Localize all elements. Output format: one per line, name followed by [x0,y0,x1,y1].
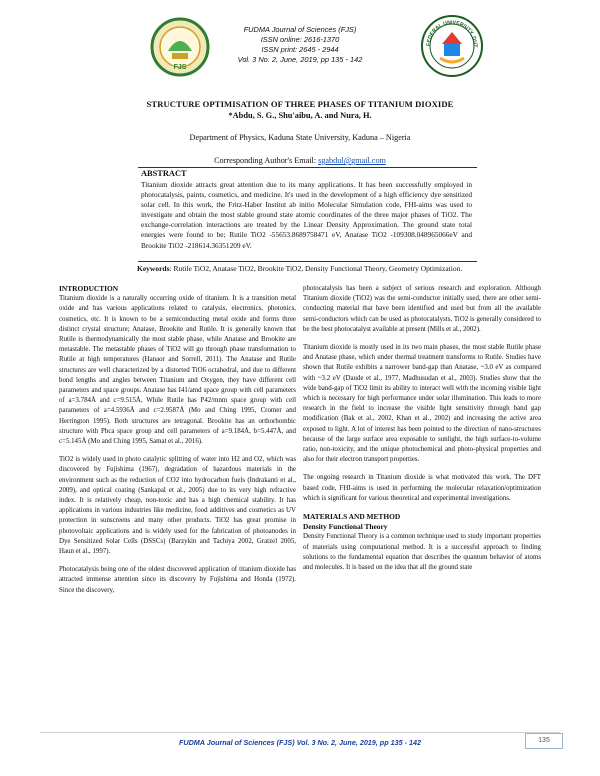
svg-text:FEDERAL UNIVERSITY, DUTSIN-MA: FEDERAL UNIVERSITY, DUT [425,19,479,48]
paragraph: The ongoing research in Titanium dioxide is what motivated this work. The DFT based code, FHI-aims is used in performing the molecular relaxation/optimization which is significant for various theoretical and experimental investigations. [303,474,541,502]
paragraph: Titanium dioxide is a naturally occurring oxide of titanium. It is a transition metal oxide and has various applications related to catalysis, electronics, photonics, cosmetics, etc. It is known to be a semiconducting metal oxide and forms three distinct crystal structure; Anatase, Brookite and Rutile. It is generally known that Rutile is thermodynamically the most stable phase, while Anatase and Brookite are metastable. The metastable phases of TiO2 will go through phase transformation to Rutile at high temperatures (Hanaor and Sorrell, 2011). The Anatase and Rutile structures are well characterized by a distorted TiO6 octahedral, and due to different bond lengths and angles between Titanium and Oxygen, they have different cell parameters and space groups. Anatase has I41/amd space group with cell parameters of a=3.784Å and c=9.515Å, While Rutile has P42/mnm space group with cell parameters of a=4.5936Å and c=2.9587Å (Mo and Ching 1995, Cromer and Herrington 1995). Both structures are tetragonal. Brookite has an orthorhombic structure with Pbca space group and cell parameters of a=9.184Å, b=5.447Å, and c=5.145Å (Mo and Ching 1995, Samat et al., 2016). [59,295,296,446]
footer-citation: FUDMA Journal of Sciences (FJS) Vol. 3 No. 2, June, 2019, pp 135 - 142 [179,738,421,747]
paragraph: Titanium dioxide is mostly used in its two main phases, the most stable Rutile phase and Anatase phase, which under thermal treatment transforms to Rutile. Studies have shown that Rutile exhibits a narrower band-gap than Anatase, ~3.0 eV as compared with ~3.2 eV (Daude et al., 1977, Madhusudan et al., 2003). Studies show that the wide band-gap of TiO2 limit its ability to interact well with the incoming visible light which is necessary for high performance under solar illumination. This leads to more research in the field to increase the visible light sensitivity through band gap modification (Bak et al., 2002, Khan et al., 2002) and increasing the active area exposed to light. A lot of interest has been pointed to the direction of nano-structures because of the large surface area exposable to sunlight, the high surface-to-volume ratio, non-toxicity, and the unique photochemical and photo-physical properties and also for their electron transport properties. [303,344,541,464]
abstract-text: Titanium dioxide attracts great attention due to its many applications. It has been successfully employed in photocatalysis, paints, cosmetics, and medicine. It's used in the development of a high efficiency dye sensitized solar cell. In this work, the Fritz-Haber Institut ab initio Molecular Simulation code, FHI-aims was used to investigate and obtain the most stable ground state atomic coordinates of the three major phases of TiO2. The exchange-correlation interactions are treated by the Linear Density Approximation. The ground state total energies were found to be; Rutile TiO2 -55653.8689758471 eV, Anatase TiO2 -109308.048965066eV and Brookite TiO2 -218614.36351209 eV. [141,180,472,250]
footer-rule [40,732,560,733]
university-seal [420,14,484,78]
left-column [59,284,296,604]
affiliation: Department of Physics, Kaduna State University, Kaduna – Nigeria [189,133,411,142]
corresponding-label: Corresponding Author's Email: [214,156,319,165]
keywords-text: : Rutile TiO2, Anatase TiO2, Brookite TiO2, Density Functional Theory, Geometry Optimization. [169,264,463,273]
email-link[interactable]: sgabdul@gmail.com [318,156,386,165]
paragraph: Photocatalysis being one of the oldest discovered application of titanium dioxide has attracted immense attention since its discovery by Fujishima and Honda (1972). Since the discovery, [59,566,296,594]
keywords-label: Keywords [137,264,170,273]
abstract-bottom-rule [138,261,477,262]
paragraph: TiO2 is widely used in photo catalytic splitting of water into H2 and O2, which was discovered by Fujishima (1967), degradation of hazardous materials in the environment such as the reduction of CO2 into hydrocarbon fuels (Indrakanti et al., 2009), and optical coating (Sankapal et al., 2005) due to its very high refractive index. It is relatively cheap, non-toxic and has a high chemical stability. It has applications in various industries like medicine, food additives and cosmetics as UV protection in sunscreens and many other products. TiO2 has great promise in photovoltaic applications and is widely used for the fabrication of photoanodes in Dye Sensitized Solar Cells (DSSCs) (Barzykin and Tachiya 2002, Gratzel 2005, Haun et al., 1997). [59,456,296,556]
materials-method-heading: MATERIALS AND METHOD [303,512,401,522]
svg-text:FJS: FJS [173,64,187,71]
right-column [303,284,541,581]
page-number: 135 [525,733,563,749]
corresponding-author [0,156,600,165]
abstract-top-rule [138,167,477,168]
paragraph: Density Functional Theory is a common technique used to study important properties of materials using computational method. It is a successful approach to finding solutions to the fundamental equation that describes the quantum behavior of atoms and molecules. It is based on the idea that all the ground state [303,533,541,572]
volume-info: Vol. 3 No. 2, June, 2019, pp 135 - 142 [237,55,363,64]
abstract-heading: ABSTRACT [141,169,187,178]
journal-name: FUDMA Journal of Sciences (FJS) [243,25,357,34]
paper-title: STRUCTURE OPTIMISATION OF THREE PHASES OF TITANIUM DIOXIDE [146,99,454,109]
paragraph: photocatalysis has been a subject of serious research and exploration. Although Titanium dioxide (TiO2) was the semi-conductor initially used, there are other semi-conducting material that have been identified and used but from all the available semi-conductors which can be used as photocatalysts, TiO2 is generally considered to be the best photocatalyst available at present (Mills et al., 2002). [303,285,541,333]
keywords [137,264,477,273]
issn-print: ISSN print: 2645 - 2944 [261,45,339,54]
journal-logo [150,17,210,77]
authors: *Abdu, S. G., Shu'aibu, A. and Nura, H. [228,111,372,120]
issn-online: ISSN online: 2616-1370 [260,35,340,44]
introduction-heading: INTRODUCTION [59,284,119,293]
dft-subheading: Density Functional Theory [303,522,388,532]
